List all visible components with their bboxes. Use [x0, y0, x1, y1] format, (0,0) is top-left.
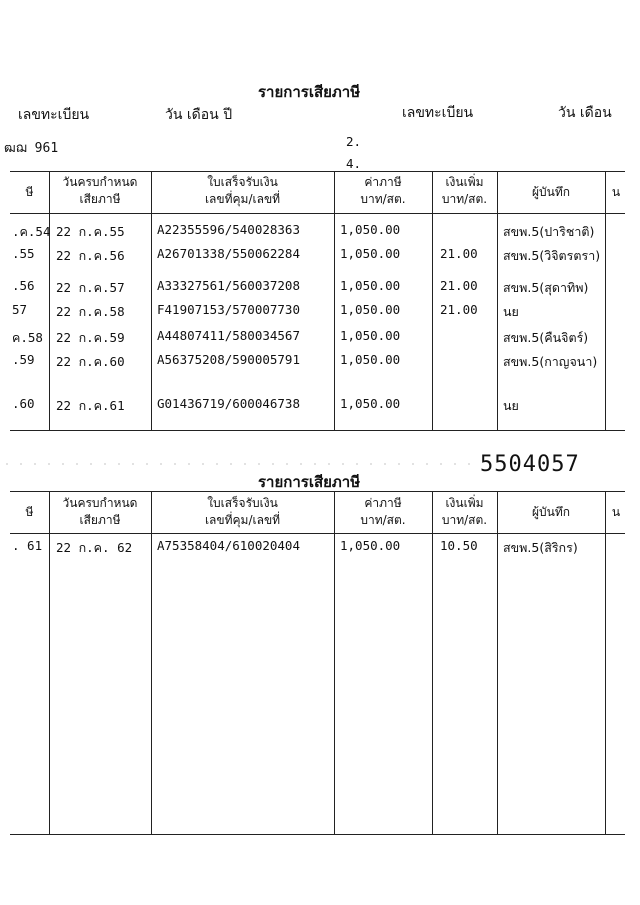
cell-due-date: 22 ก.ค.57: [56, 280, 125, 295]
cell-receipt: A75358404/610020404: [157, 538, 300, 553]
cell-due-date: 22 ก.ค.60: [56, 354, 125, 369]
cell-tax: 1,050.00: [340, 246, 401, 261]
col-header-fine: เงินเพิ่ม บาท/สต.: [441, 175, 488, 206]
cell-tax: 1,050.00: [340, 302, 401, 317]
cell-recorder: สขพ.5(สิริกร): [503, 540, 578, 555]
cell-tax: 1,050.00: [340, 396, 401, 411]
cell-year: .55: [12, 246, 35, 261]
cell-recorder: สขพ.5(คืนจิตร์): [503, 330, 589, 345]
item-number-2: 2.: [346, 134, 362, 149]
cell-tax: 1,050.00: [340, 278, 401, 293]
dotted-divider: [0, 462, 480, 466]
cell-recorder: สขพ.5(สุดาทิพ): [503, 280, 589, 295]
cell-fine: 21.00: [440, 246, 478, 261]
cell-due-date: 22 ก.ค.55: [56, 224, 125, 239]
cell-fine: 21.00: [440, 302, 478, 317]
cell-tax: 1,050.00: [340, 352, 401, 367]
cell-due-date: 22 ก.ค.56: [56, 248, 125, 263]
cell-recorder: นย: [503, 398, 519, 413]
cell-year: .59: [12, 352, 35, 367]
stamp-number: 5504057: [480, 452, 580, 477]
col-header-fine: เงินเพิ่ม บาท/สต.: [441, 496, 488, 527]
cell-due-date: 22 ก.ค.58: [56, 304, 125, 319]
header-date-2: วัน เดือน: [558, 105, 612, 121]
col-header-recorder: ผู้บันทึก: [531, 185, 571, 199]
cell-receipt: A22355596/540028363: [157, 222, 300, 237]
cell-receipt: A56375208/590005791: [157, 352, 300, 367]
col-header-year: ษี: [25, 185, 34, 199]
cell-recorder: นย: [503, 304, 519, 319]
cell-year: .60: [12, 396, 35, 411]
header-registration-1: เลขทะเบียน: [18, 107, 90, 123]
col-header-receipt: ใบเสร็จรับเงิน เลขที่คุม/เลขที่: [204, 496, 281, 527]
cell-year: . 61: [12, 538, 43, 553]
header-date-1: วัน เดือน ปี: [165, 107, 233, 123]
cell-receipt: F41907153/570007730: [157, 302, 300, 317]
cell-tax: 1,050.00: [340, 328, 401, 343]
page-title-top: รายการเสียภาษี: [258, 83, 361, 101]
cell-fine: 10.50: [440, 538, 478, 553]
plate-number: ฒฌ 961: [4, 141, 59, 156]
cell-year: .ค.54: [12, 224, 51, 239]
col-header-due-date: วันครบกำหนด เสียภาษี: [62, 496, 138, 527]
cell-due-date: 22 ก.ค.59: [56, 330, 125, 345]
cell-tax: 1,050.00: [340, 538, 401, 553]
cell-due-date: 22 ก.ค. 62: [56, 540, 133, 555]
col-header-tax: ค่าภาษี บาท/สต.: [360, 175, 406, 206]
cell-receipt: G01436719/600046738: [157, 396, 300, 411]
cell-receipt: A33327561/560037208: [157, 278, 300, 293]
cell-receipt: A44807411/580034567: [157, 328, 300, 343]
col-header-extra: น: [611, 185, 621, 199]
col-header-year: ษี: [25, 505, 34, 519]
cell-recorder: สขพ.5(วิจิตรตรา): [503, 248, 601, 263]
col-header-due-date: วันครบกำหนด เสียภาษี: [62, 175, 138, 206]
col-header-extra: น: [611, 505, 621, 519]
col-header-receipt: ใบเสร็จรับเงิน เลขที่คุม/เลขที่: [204, 175, 281, 206]
col-header-tax: ค่าภาษี บาท/สต.: [360, 496, 406, 527]
item-number-4: 4.: [346, 156, 362, 171]
cell-tax: 1,050.00: [340, 222, 401, 237]
cell-year: ค.58: [12, 330, 43, 345]
cell-year: .56: [12, 278, 35, 293]
cell-year: 57: [12, 302, 28, 317]
cell-due-date: 22 ก.ค.61: [56, 398, 125, 413]
cell-fine: 21.00: [440, 278, 478, 293]
page-title-bottom: รายการเสียภาษี: [258, 473, 361, 491]
cell-recorder: สขพ.5(กาญจนา): [503, 354, 598, 369]
header-registration-2: เลขทะเบียน: [402, 105, 474, 121]
col-header-recorder: ผู้บันทึก: [531, 505, 571, 519]
cell-recorder: สขพ.5(ปาริชาติ): [503, 224, 595, 239]
cell-receipt: A26701338/550062284: [157, 246, 300, 261]
